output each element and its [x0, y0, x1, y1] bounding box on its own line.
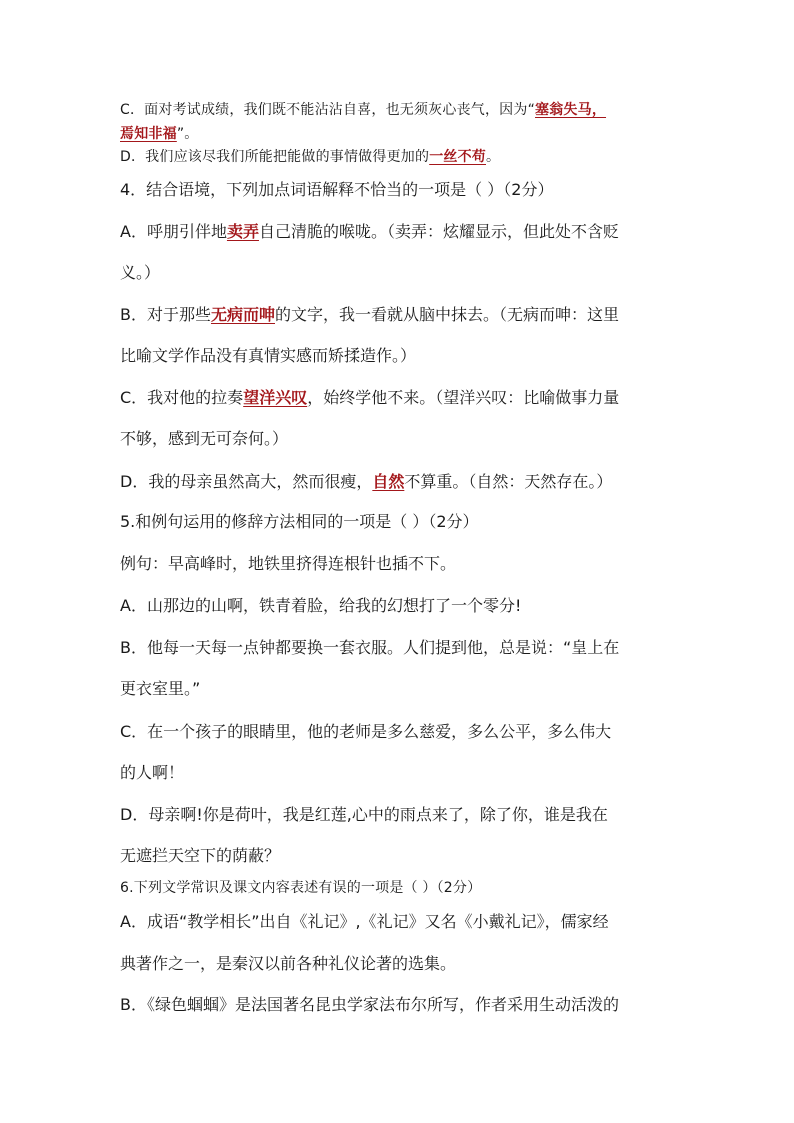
q5-option-d-line2: 无遮拦天空下的荫蔽？: [120, 846, 281, 865]
q6-option-a-line1: A．成语“教学相长”出自《礼记》,《礼记》又名《小戴礼记》，儒家经: [120, 912, 609, 931]
q5-option-c-line1: C．在一个孩子的眼睛里，他的老师是多么慈爱，多么公平，多么伟大: [120, 722, 612, 741]
question-4: 4．结合语境，下列加点词语解释不恰当的一项是（ ）（2分）: [120, 180, 554, 199]
q4-option-b-line1: B．对于那些无病而呻的文字，我一看就从脑中抹去。（无病而呻：这里: [120, 305, 620, 324]
q4-option-c-line1: C．我对他的拉奏望洋兴叹，始终学他不来。（望洋兴叹：比喻做事力量: [120, 388, 620, 407]
q4-option-d: D．我的母亲虽然高大，然而很瘦，自然不算重。（自然：天然存在。）: [120, 472, 613, 491]
highlighted-word: 无病而呻: [210, 305, 275, 324]
q5-option-a: A．山那边的山啊，铁青着脸，给我的幻想打了一个零分!: [120, 596, 522, 615]
q4-option-c-line2: 不够，感到无可奈何。）: [120, 429, 289, 448]
q5-option-c-line2: 的人啊！: [120, 763, 185, 782]
option-d-q3: D．我们应该尽我们所能把能做的事情做得更加的一丝不苟。: [120, 149, 501, 165]
option-c-q3-line2: 焉知非福”。: [120, 126, 199, 142]
highlighted-word: 自然: [372, 472, 405, 491]
highlighted-idiom: 一丝不苟: [429, 149, 486, 165]
highlighted-idiom: 焉知非福: [120, 126, 177, 142]
q4-option-a-line1: A．呼朋引伴地卖弄自己清脆的喉咙。（卖弄：炫耀显示，但此处不含贬: [120, 222, 619, 241]
highlighted-idiom: 塞翁失马，: [535, 102, 607, 118]
question-5: 5.和例句运用的修辞方法相同的一项是（ ）（2分）: [120, 512, 479, 531]
q6-option-b-line1: B．《绿色蝈蝈》是法国著名昆虫学家法布尔所写，作者采用生动活泼的: [120, 995, 619, 1014]
q6-option-a-line2: 典著作之一，是秦汉以前各种礼仪论著的选集。: [120, 954, 457, 973]
option-c-q3-line1: C．面对考试成绩，我们既不能沾沾自喜，也无须灰心丧气，因为“塞翁失马，: [120, 102, 607, 118]
q4-option-b-line2: 比喻文学作品没有真情实感而矫揉造作。）: [120, 346, 417, 365]
question-6: 6.下列文学常识及课文内容表述有误的一项是（ ）（2分）: [120, 880, 482, 896]
q5-option-d-line1: D．母亲啊!你是荷叶，我是红莲,心中的雨点来了，除了你，谁是我在: [120, 805, 608, 824]
highlighted-word: 望洋兴叹: [243, 388, 308, 407]
highlighted-word: 卖弄: [226, 222, 259, 241]
q5-example: 例句：早高峰时，地铁里挤得连根针也插不下。: [120, 554, 457, 573]
q5-option-b-line2: 更衣室里。”: [120, 679, 201, 698]
q4-option-a-line2: 义。）: [120, 263, 161, 282]
q5-option-b-line1: B．他每一天每一点钟都要换一套衣服。人们提到他，总是说：“皇上在: [120, 638, 620, 657]
